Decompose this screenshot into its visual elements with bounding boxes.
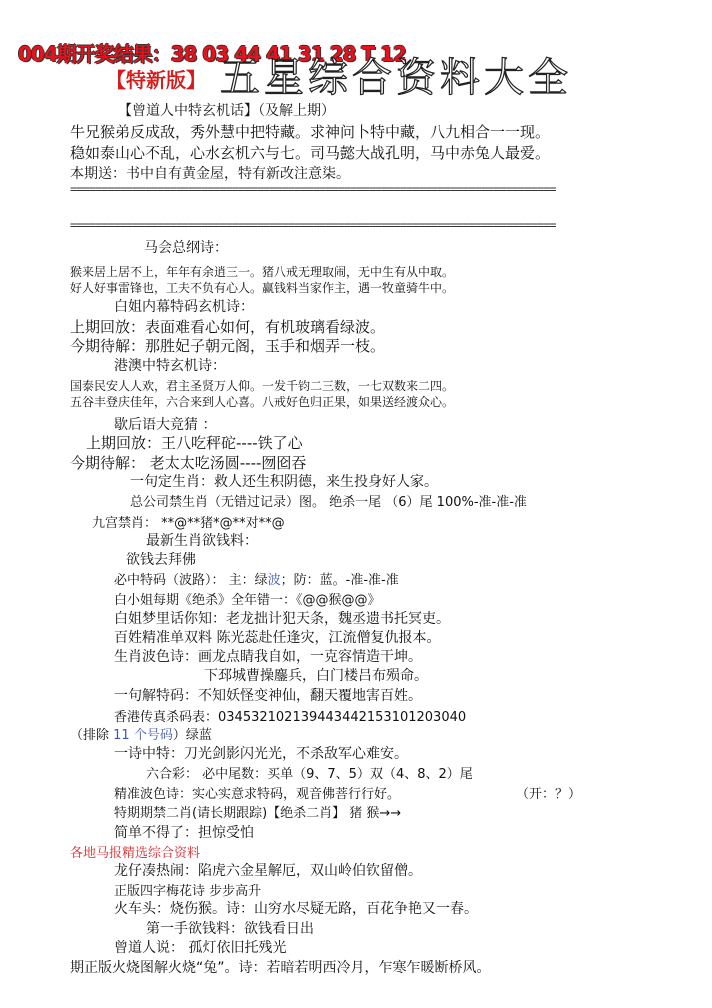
draw-result-banner: 004期开奖结果：38 03 44 41 31 28 T 12 [18, 42, 406, 66]
text-line: 香港传真杀码表：034532102139443442153101203040 [114, 710, 467, 725]
text-line: 第一手欲钱料：欲钱看日出 [146, 921, 314, 937]
text-span: ）绿蓝 [172, 728, 212, 743]
text-line: 龙仔凑热闹：陷虎六金星解厄，双山岭伯钦留僧。 [114, 863, 422, 879]
text-line: 精准波色诗：实心实意求特码，观音佛菩行行好。 [114, 787, 401, 802]
text-line: 欲钱去拜佛 [126, 552, 196, 568]
separator: ============================================================================== [70, 218, 556, 232]
text-span-blue: 波 [267, 573, 281, 588]
text-line: 特期期禁二肖(请长期跟踪)【绝杀二肖】 猪 猴→→ [114, 806, 402, 821]
text-line: 火车头：烧伤猴。诗：山穷水尽疑无路，百花争艳又一春。 [114, 901, 478, 917]
text-span-blue: 11 个号码 [113, 728, 173, 743]
edition-label: 【特新版】 [106, 68, 206, 92]
section-heading-gedi: 各地马报精选综合资料 [70, 846, 201, 861]
text-line: 好人好事雷锋也，工夫不负有心人。赢钱料当家作主，遇一牧童骑牛中。 [70, 281, 455, 295]
text-line: 五谷丰登庆佳年，六合来到人心喜。八戒好色归正果，如果送经渡众心。 [70, 395, 455, 409]
text-line: 百姓精准单双料 陈光蕊赴任逢灾，江流僧复仇报本。 [114, 630, 441, 646]
page-title: 五星综合资料大全 [220, 55, 572, 101]
text-line: 正版四字梅花诗 步步高升 [114, 884, 262, 899]
section-heading-zengdaoren: 【曾道人中特玄机话】（及解上期） [118, 103, 335, 119]
text-line: 国泰民安人人欢，君主圣贤万人仰。一发千钧二三数，一七双数来二四。 [70, 379, 455, 393]
text-line: 一句解特码：不知妖怪变神仙，翻天覆地害百姓。 [114, 688, 422, 704]
text-line [70, 724, 212, 743]
section-heading-mahui: 马会总纲诗： [144, 240, 228, 256]
section-heading-gangao: 港澳中特玄机诗： [114, 358, 226, 374]
text-span: （排除 [70, 728, 114, 743]
section-heading-baijie: 白姐内幕特码玄机诗： [114, 299, 254, 315]
text-span: 必中特码（波路）： 主：绿 [114, 573, 268, 588]
section-heading-xiehouyu: 歇后语大竞猜 ： [114, 417, 217, 433]
text-line: 白小姐每期《绝杀》全年错一：《@@猴@@》 [114, 593, 381, 608]
text-line: 今期待解：那胜妃子朝元阁，玉手和烟弄一枝。 [70, 337, 386, 355]
text-line: 总公司禁生肖（无错过记录）图。 绝杀一尾 （6）尾 100%-准-准-准 [130, 495, 527, 510]
text-line: 牛兄猴弟反成敌，秀外慧中把特藏。求神问卜特中藏，八九相合一一现。 [70, 123, 551, 141]
text-line: 六合彩： 必中尾数：买单（9、7、5）双（4、8、2）尾 [146, 767, 473, 782]
text-line: （开：？） [516, 787, 582, 802]
text-line: 曾道人说： 孤灯依旧托残光 [114, 940, 287, 956]
text-line: 九宫禁肖： **@**猪*@**对**@ [92, 516, 285, 531]
text-line: 上期回放：表面难看心如何，有机玻璃看绿波。 [70, 318, 386, 336]
text-line: 一诗中特：刀光剑影闪光光，不杀敌军心难安。 [114, 746, 408, 762]
section-heading-shengxiao: 最新生肖欲钱料： [146, 533, 258, 549]
text-line: 期正版火烧图解火烧“兔”。诗：若暗若明西冷月，乍寒乍暖断桥风。 [70, 960, 491, 976]
text-line: 简单不得了：担惊受怕 [114, 825, 254, 841]
text-line: 今期待解： 老太太吃汤圆----囫囵吞 [70, 454, 307, 472]
text-line: 白姐梦里话你知：老龙拙计犯天条，魏丞遗书托冥吏。 [114, 611, 450, 627]
text-line: 下邳城曹操鏖兵，白门楼吕布殒命。 [204, 668, 428, 684]
separator: ============================================================================== [70, 182, 556, 196]
text-line: 稳如泰山心不乱，心水玄机六与七。司马懿大战孔明，马中赤兔人最爱。 [70, 144, 551, 162]
text-line: 本期送：书中自有黄金屋，特有新改注意柒。 [70, 166, 350, 182]
text-line: 生肖波色诗：画龙点睛我自如，一克容情造干坤。 [114, 649, 422, 665]
text-line: 上期回放：王八吃秤砣----铁了心 [86, 434, 303, 452]
text-line [114, 569, 399, 588]
text-line: 猴来居上居不上，年年有余逍三一。猪八戒无理取闹，无中生有从中取。 [70, 265, 455, 279]
text-span: ；防：蓝。-准-准-准 [280, 573, 399, 588]
text-line: 一句定生肖：救人还生积阴德，来生投身好人家。 [130, 474, 438, 490]
